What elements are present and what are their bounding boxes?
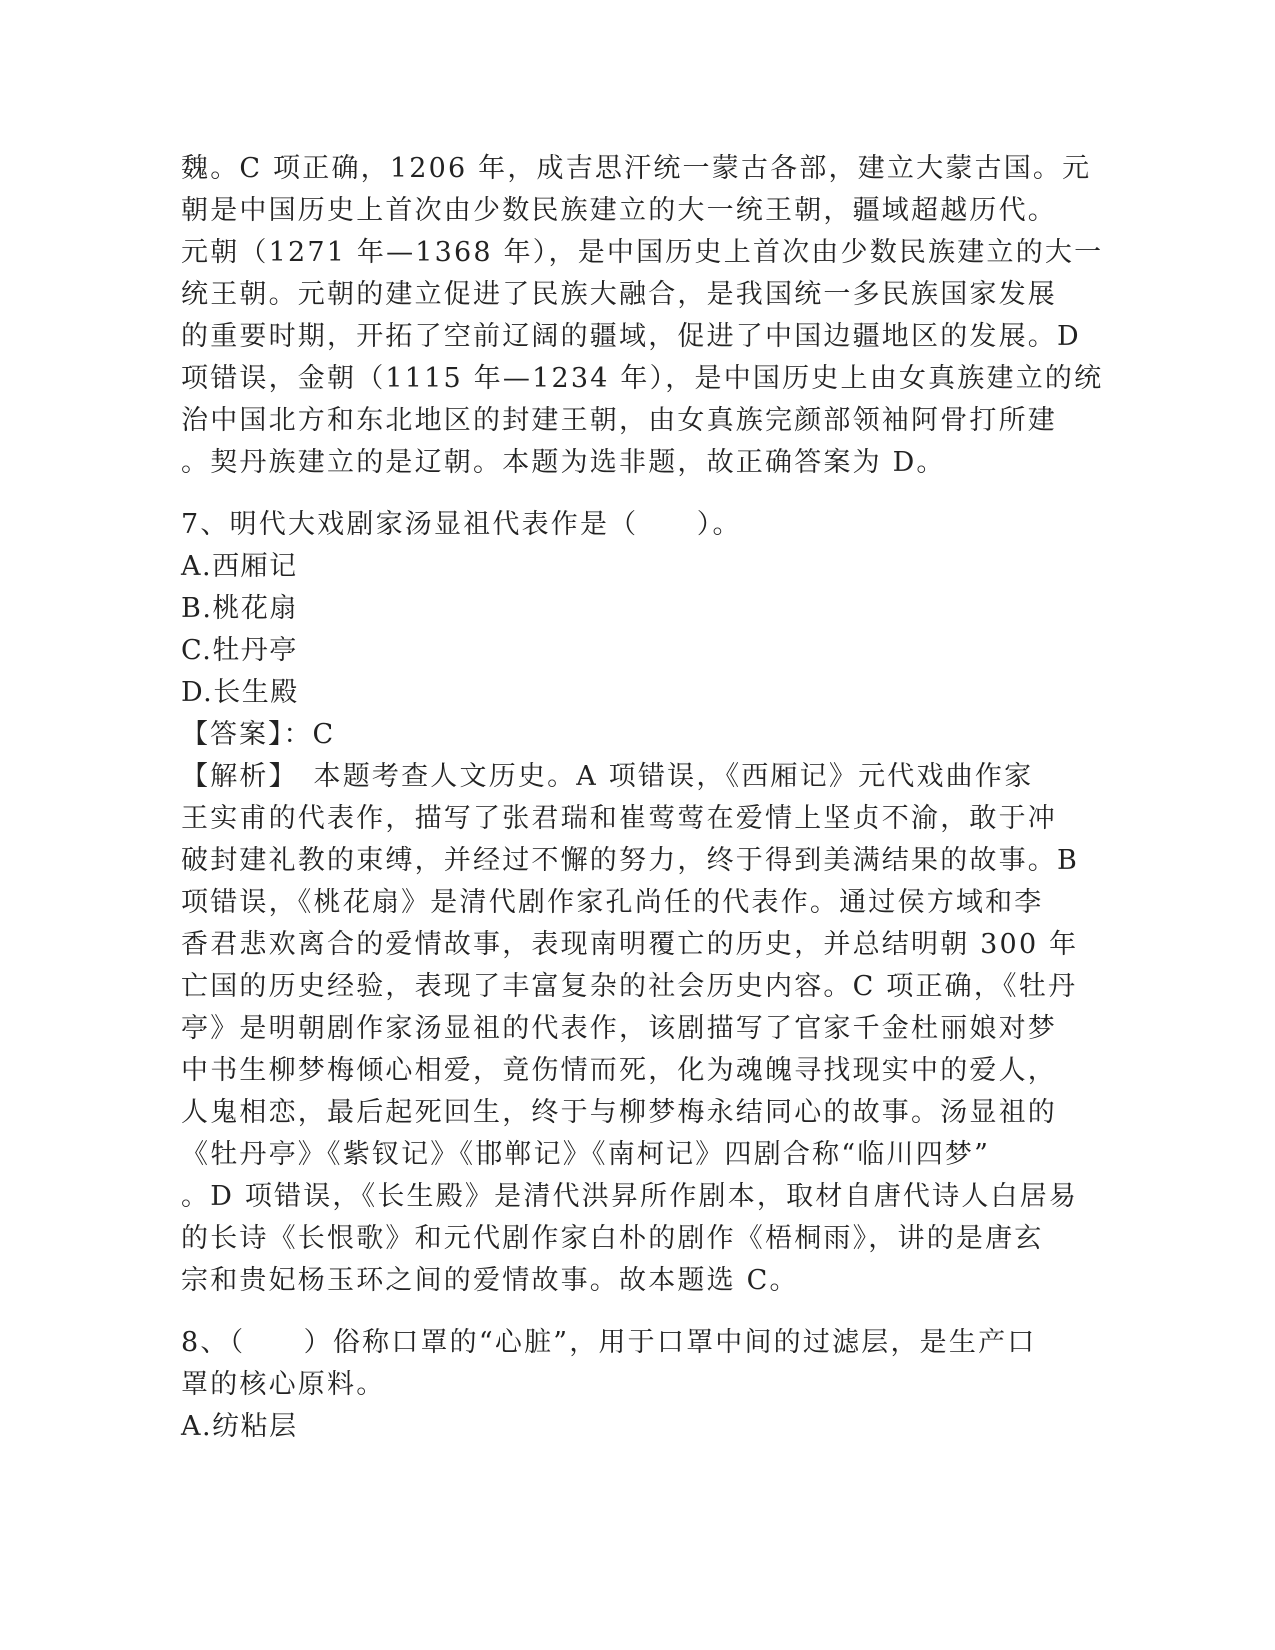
analysis-line: 破封建礼教的束缚，并经过不懈的努力，终于得到美满结果的故事。B [181,845,1080,876]
analysis-line: 亭》是明朝剧作家汤显祖的代表作，该剧描写了官家千金杜丽娘对梦 [181,1013,1057,1044]
option-c: C.牡丹亭 [181,635,298,666]
analysis-line: 的重要时期，开拓了空前辽阔的疆域，促进了中国边疆地区的发展。D [181,321,1081,352]
analysis-line: 宗和贵妃杨玉环之间的爱情故事。故本题选 C。 [181,1265,799,1296]
analysis-line: 中书生柳梦梅倾心相爱，竟伤情而死，化为魂魄寻找现实中的爱人， [181,1055,1057,1086]
option-a: A.纺粘层 [181,1411,298,1442]
analysis-line: 人鬼相恋，最后起死回生，终于与柳梦梅永结同心的故事。汤显祖的 [181,1097,1057,1128]
document-page [181,148,1104,1448]
analysis-line: 魏。C 项正确，1206 年，成吉思汗统一蒙古各部，建立大蒙古国。元 [181,153,1092,184]
option-b: B.桃花扇 [181,593,298,624]
answer-line: 【答案】：C [181,719,336,750]
analysis-line: 治中国北方和东北地区的封建王朝，由女真族完颜部领袖阿骨打所建 [181,405,1057,436]
question-8 [181,1322,1081,1448]
analysis-line: 。契丹族建立的是辽朝。本题为选非题，故正确答案为 D。 [181,447,946,478]
analysis-line: 的长诗《长恨歌》和元代剧作家白朴的剧作《梧桐雨》，讲的是唐玄 [181,1223,1044,1254]
analysis-line: 朝是中国历史上首次由少数民族建立的大一统王朝，疆域超越历代。 [181,195,1057,226]
previous-analysis [181,148,1104,484]
analysis-line: 元朝（1271 年—1368 年），是中国历史上首次由少数民族建立的大一 [181,237,1104,268]
analysis-line: 香君悲欢离合的爱情故事，表现南明覆亡的历史，并总结明朝 300 年 [181,929,1079,960]
analysis-line: 《牡丹亭》《紫钗记》《邯郸记》《南柯记》四剧合称“临川四梦” [181,1139,991,1170]
analysis-line: 。D 项错误，《长生殿》是清代洪昇所作剧本，取材自唐代诗人白居易 [181,1181,1079,1212]
analysis-line: 统王朝。元朝的建立促进了民族大融合，是我国统一多民族国家发展 [181,279,1057,310]
question-text: 7、明代大戏剧家汤显祖代表作是（ ）。 [181,509,742,540]
question-text: 罩的核心原料。 [181,1369,386,1400]
analysis-line: 项错误，《桃花扇》是清代剧作家孔尚任的代表作。通过侯方域和李 [181,887,1044,918]
analysis-line: 【解析】 本题考查人文历史。A 项错误，《西厢记》元代戏曲作家 [181,761,1034,792]
option-d: D.长生殿 [181,677,299,708]
analysis-line: 亡国的历史经验，表现了丰富复杂的社会历史内容。C 项正确，《牡丹 [181,971,1078,1002]
analysis-line: 项错误，金朝（1115 年—1234 年），是中国历史上由女真族建立的统 [181,363,1104,394]
option-a: A.西厢记 [181,551,298,582]
question-text: 8、（ ）俗称口罩的“心脏”，用于口罩中间的过滤层，是生产口 [181,1327,1037,1358]
analysis-line: 王实甫的代表作，描写了张君瑞和崔莺莺在爱情上坚贞不渝，敢于冲 [181,803,1057,834]
question-7 [181,504,1081,1302]
